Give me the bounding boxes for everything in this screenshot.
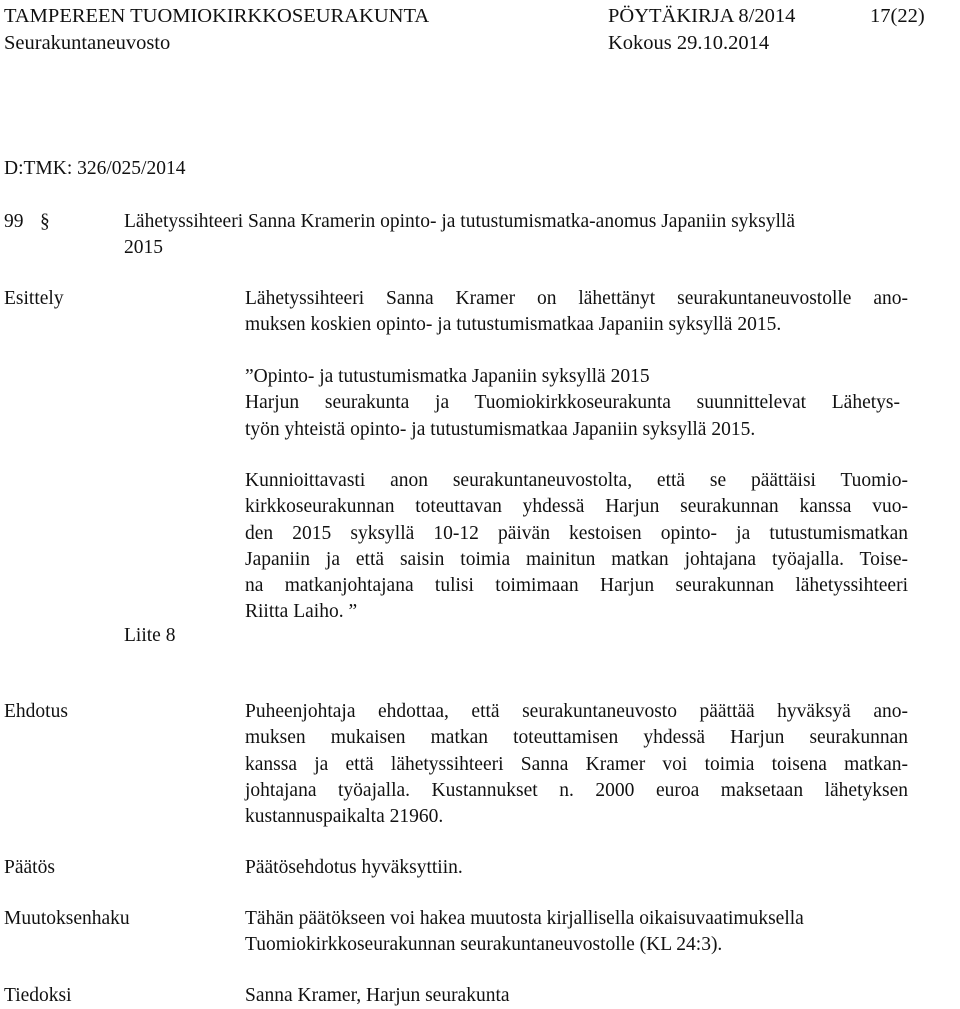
paatos-text: Päätösehdotus hyväksyttiin. [245,857,463,878]
tiedoksi-text: Sanna Kramer, Harjun seurakunta [245,985,510,1006]
request-line: Kunnioittavasti anon seurakuntaneuvostolta, että se päättäisi Tuomio- [245,470,908,491]
esittely-request [245,468,908,626]
esittely-intro-line: Lähetyssihteeri Sanna Kramer on lähettänyt seurakuntaneuvostolle ano- [245,288,908,309]
muutoksenhaku-label: Muutoksenhaku [4,908,130,929]
record-id: D:TMK: 326/025/2014 [4,158,186,179]
tiedoksi-label: Tiedoksi [4,985,72,1006]
quote-line: työn yhteistä opinto- ja tutustumismatkaa Japaniin syksyllä 2015. [245,418,756,440]
request-line: Riitta Laiho. ” [245,601,358,623]
ehdotus-text [245,699,908,830]
item-number: 99 [4,211,24,232]
ehdotus-line: kustannuspaikalta 21960. [245,806,444,828]
attachment-reference: Liite 8 [124,625,176,646]
esittely-quote [245,364,900,443]
section-mark: § [40,211,50,232]
esittely-intro-line: muksen koskien opinto- ja tutustumismatkaa Japaniin syksyllä 2015. [245,314,782,336]
page-number: 17(22) [870,5,925,27]
ehdotus-line: kanssa ja että lähetyssihteeri Sanna Kramer voi toimia toisena matkan- [245,753,908,775]
request-line: den 2015 syksyllä 10-12 päivän kestoisen opinto- ja tutustumismatkan [245,522,908,544]
muutoksenhaku-line: Tuomiokirkkoseurakunnan seurakuntaneuvostolle (KL 24:3). [245,934,723,955]
muutoksenhaku-line: Tähän päätökseen voi hakea muutosta kirjallisella oikaisuvaatimuksella [245,908,804,929]
request-line: na matkanjohtajana tulisi toimimaan Harjun seurakunnan lähetyssihteeri [245,575,908,597]
ehdotus-label: Ehdotus [4,701,68,722]
esittely-label: Esittely [4,288,64,309]
item-title-line2: 2015 [124,237,163,258]
paatos-label: Päätös [4,857,55,878]
quote-heading: ”Opinto- ja tutustumismatka Japaniin syksyllä 2015 [245,366,650,387]
request-line: kirkkoseurakunnan toteuttavan yhdessä Harjun seurakunnan kanssa vuo- [245,496,908,518]
quote-line: Harjun seurakunta ja Tuomiokirkkoseurakunta suunnittelevat Lähetys- [245,392,900,414]
esittely-intro [245,286,908,339]
document-type: PÖYTÄKIRJA 8/2014 [608,5,796,27]
request-line: Japaniin ja että saisin toimia mainitun matkan johtajana työajalla. Toise- [245,548,908,570]
ehdotus-line: Puheenjohtaja ehdottaa, että seurakuntaneuvosto päättää hyväksyä ano- [245,701,908,722]
meeting-date: Kokous 29.10.2014 [608,32,770,54]
item-title-line1: Lähetyssihteeri Sanna Kramerin opinto- ja tutustumismatka-anomus Japaniin syksyllä [124,211,795,232]
ehdotus-line: muksen mukaisen matkan toteuttamisen yhdessä Harjun seurakunnan [245,727,908,749]
governing-body: Seurakuntaneuvosto [4,32,171,54]
organization-name: TAMPEREEN TUOMIOKIRKKOSEURAKUNTA [4,5,430,27]
ehdotus-line: johtajana työajalla. Kustannukset n. 2000 euroa maksetaan lähetyksen [245,779,908,801]
